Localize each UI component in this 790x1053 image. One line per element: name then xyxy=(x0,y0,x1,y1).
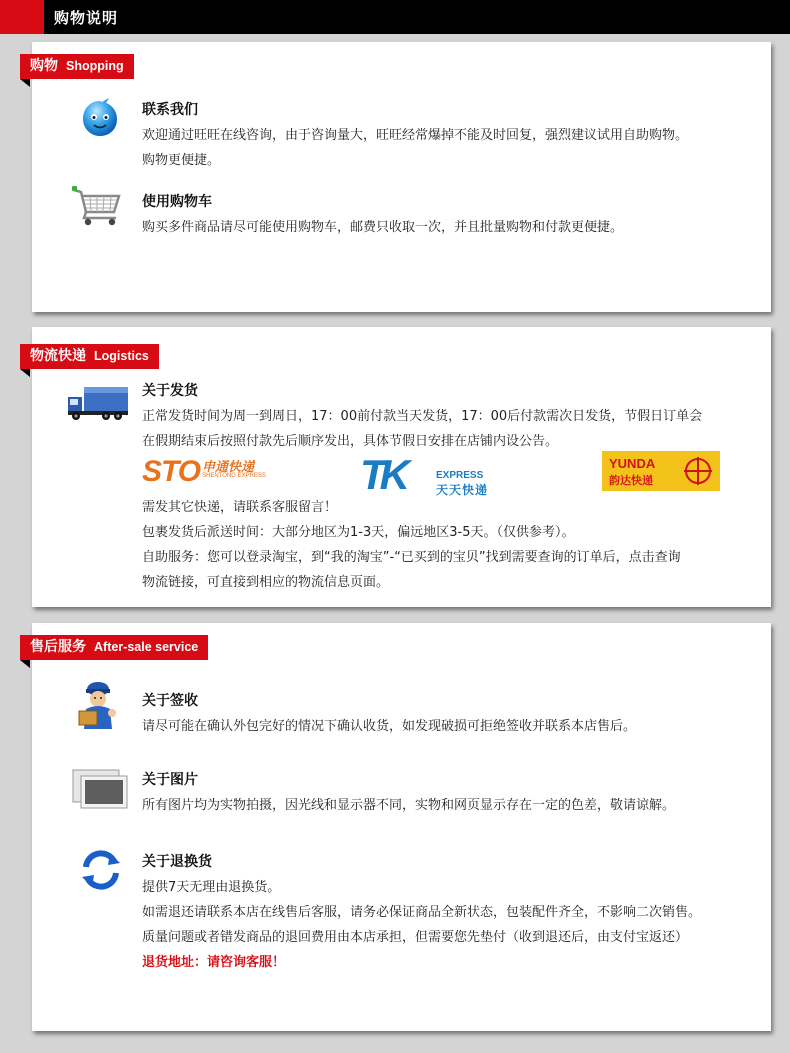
item-text: 物流链接，可直接到相应的物流信息页面。 xyxy=(142,575,390,590)
item-text: 购买多件商品请尽可能使用购物车，邮费只收取一次，并且批量购物和付款更便捷。 xyxy=(142,220,624,235)
item-return-exchange xyxy=(142,850,701,975)
header-accent xyxy=(0,0,44,34)
item-contact-us xyxy=(142,98,688,173)
item-text: 如需退还请联系本店在线售后客服，请务必保证商品全新状态，包装配件齐全，不影响二次销售。 xyxy=(142,905,702,920)
item-shipping xyxy=(142,379,702,454)
item-title: 关于退换货 xyxy=(142,854,212,870)
section-tag-after-sale: 售后服务 After-sale service xyxy=(20,635,208,660)
item-shopping-cart xyxy=(142,190,623,240)
item-text: 在假期结束后按照付款先后顺序发出，具体节假日安排在店铺内设公告。 xyxy=(142,434,559,449)
section-logistics xyxy=(32,327,771,607)
item-title: 关于签收 xyxy=(142,693,198,709)
yunda-express-logo: YUNDA 韵达快递 xyxy=(602,451,720,491)
item-pictures xyxy=(142,768,675,818)
section-after-sale xyxy=(32,623,771,1031)
wangwang-chat-icon xyxy=(80,97,120,143)
photos-icon xyxy=(72,768,130,816)
item-shipping-notes xyxy=(142,495,681,595)
item-title: 关于发货 xyxy=(142,383,198,399)
section-tag-shopping: 购物 Shopping xyxy=(20,54,134,79)
shopping-cart-icon xyxy=(72,184,124,232)
item-text: 需发其它快递，请联系客服留言！ xyxy=(142,500,338,515)
section-shopping xyxy=(32,42,771,312)
return-address-note: 退货地址：请咨询客服！ xyxy=(142,955,286,970)
tiantian-express-logo: TK EXPRESS 天天快递 xyxy=(360,451,489,498)
item-text: 欢迎通过旺旺在线咨询，由于咨询量大，旺旺经常爆掉不能及时回复，强烈建议试用自助购物。 xyxy=(142,128,689,143)
item-text: 购物更便捷。 xyxy=(142,153,221,168)
item-sign-receipt xyxy=(142,689,636,739)
item-text: 自助服务：您可以登录淘宝，到“我的淘宝”-“已买到的宝贝”找到需要查询的订单后，点击查询 xyxy=(142,550,681,565)
page-title: 购物说明 xyxy=(54,9,119,27)
delivery-truck-icon xyxy=(66,383,130,427)
item-title: 关于图片 xyxy=(142,772,198,788)
sto-express-logo: STO 申通快递 SHENTONG EXPRESS xyxy=(142,455,266,488)
item-text: 正常发货时间为周一到周日，17：00前付款当天发货，17：00后付款需次日发货，节假日订单会 xyxy=(142,409,703,424)
item-text: 包裹发货后派送时间：大部分地区为1-3天，偏远地区3-5天。（仅供参考）。 xyxy=(142,525,575,540)
refresh-exchange-icon xyxy=(80,847,122,897)
top-header-bar xyxy=(0,0,790,34)
yunda-emblem-icon xyxy=(682,455,714,487)
section-tag-logistics: 物流快递 Logistics xyxy=(20,344,159,369)
delivery-man-icon xyxy=(76,677,122,737)
item-text: 所有图片均为实物拍摄，因光线和显示器不同，实物和网页显示存在一定的色差，敬请谅解。 xyxy=(142,798,676,813)
item-text: 请尽可能在确认外包完好的情况下确认收货，如发现破损可拒绝签收并联系本店售后。 xyxy=(142,719,637,734)
item-text: 提供7天无理由退换货。 xyxy=(142,880,281,895)
item-title: 使用购物车 xyxy=(142,194,212,210)
item-text: 质量问题或者错发商品的退回费用由本店承担，但需要您先垫付（收到退还后，由支付宝返还） xyxy=(142,930,689,945)
item-title: 联系我们 xyxy=(142,102,198,118)
